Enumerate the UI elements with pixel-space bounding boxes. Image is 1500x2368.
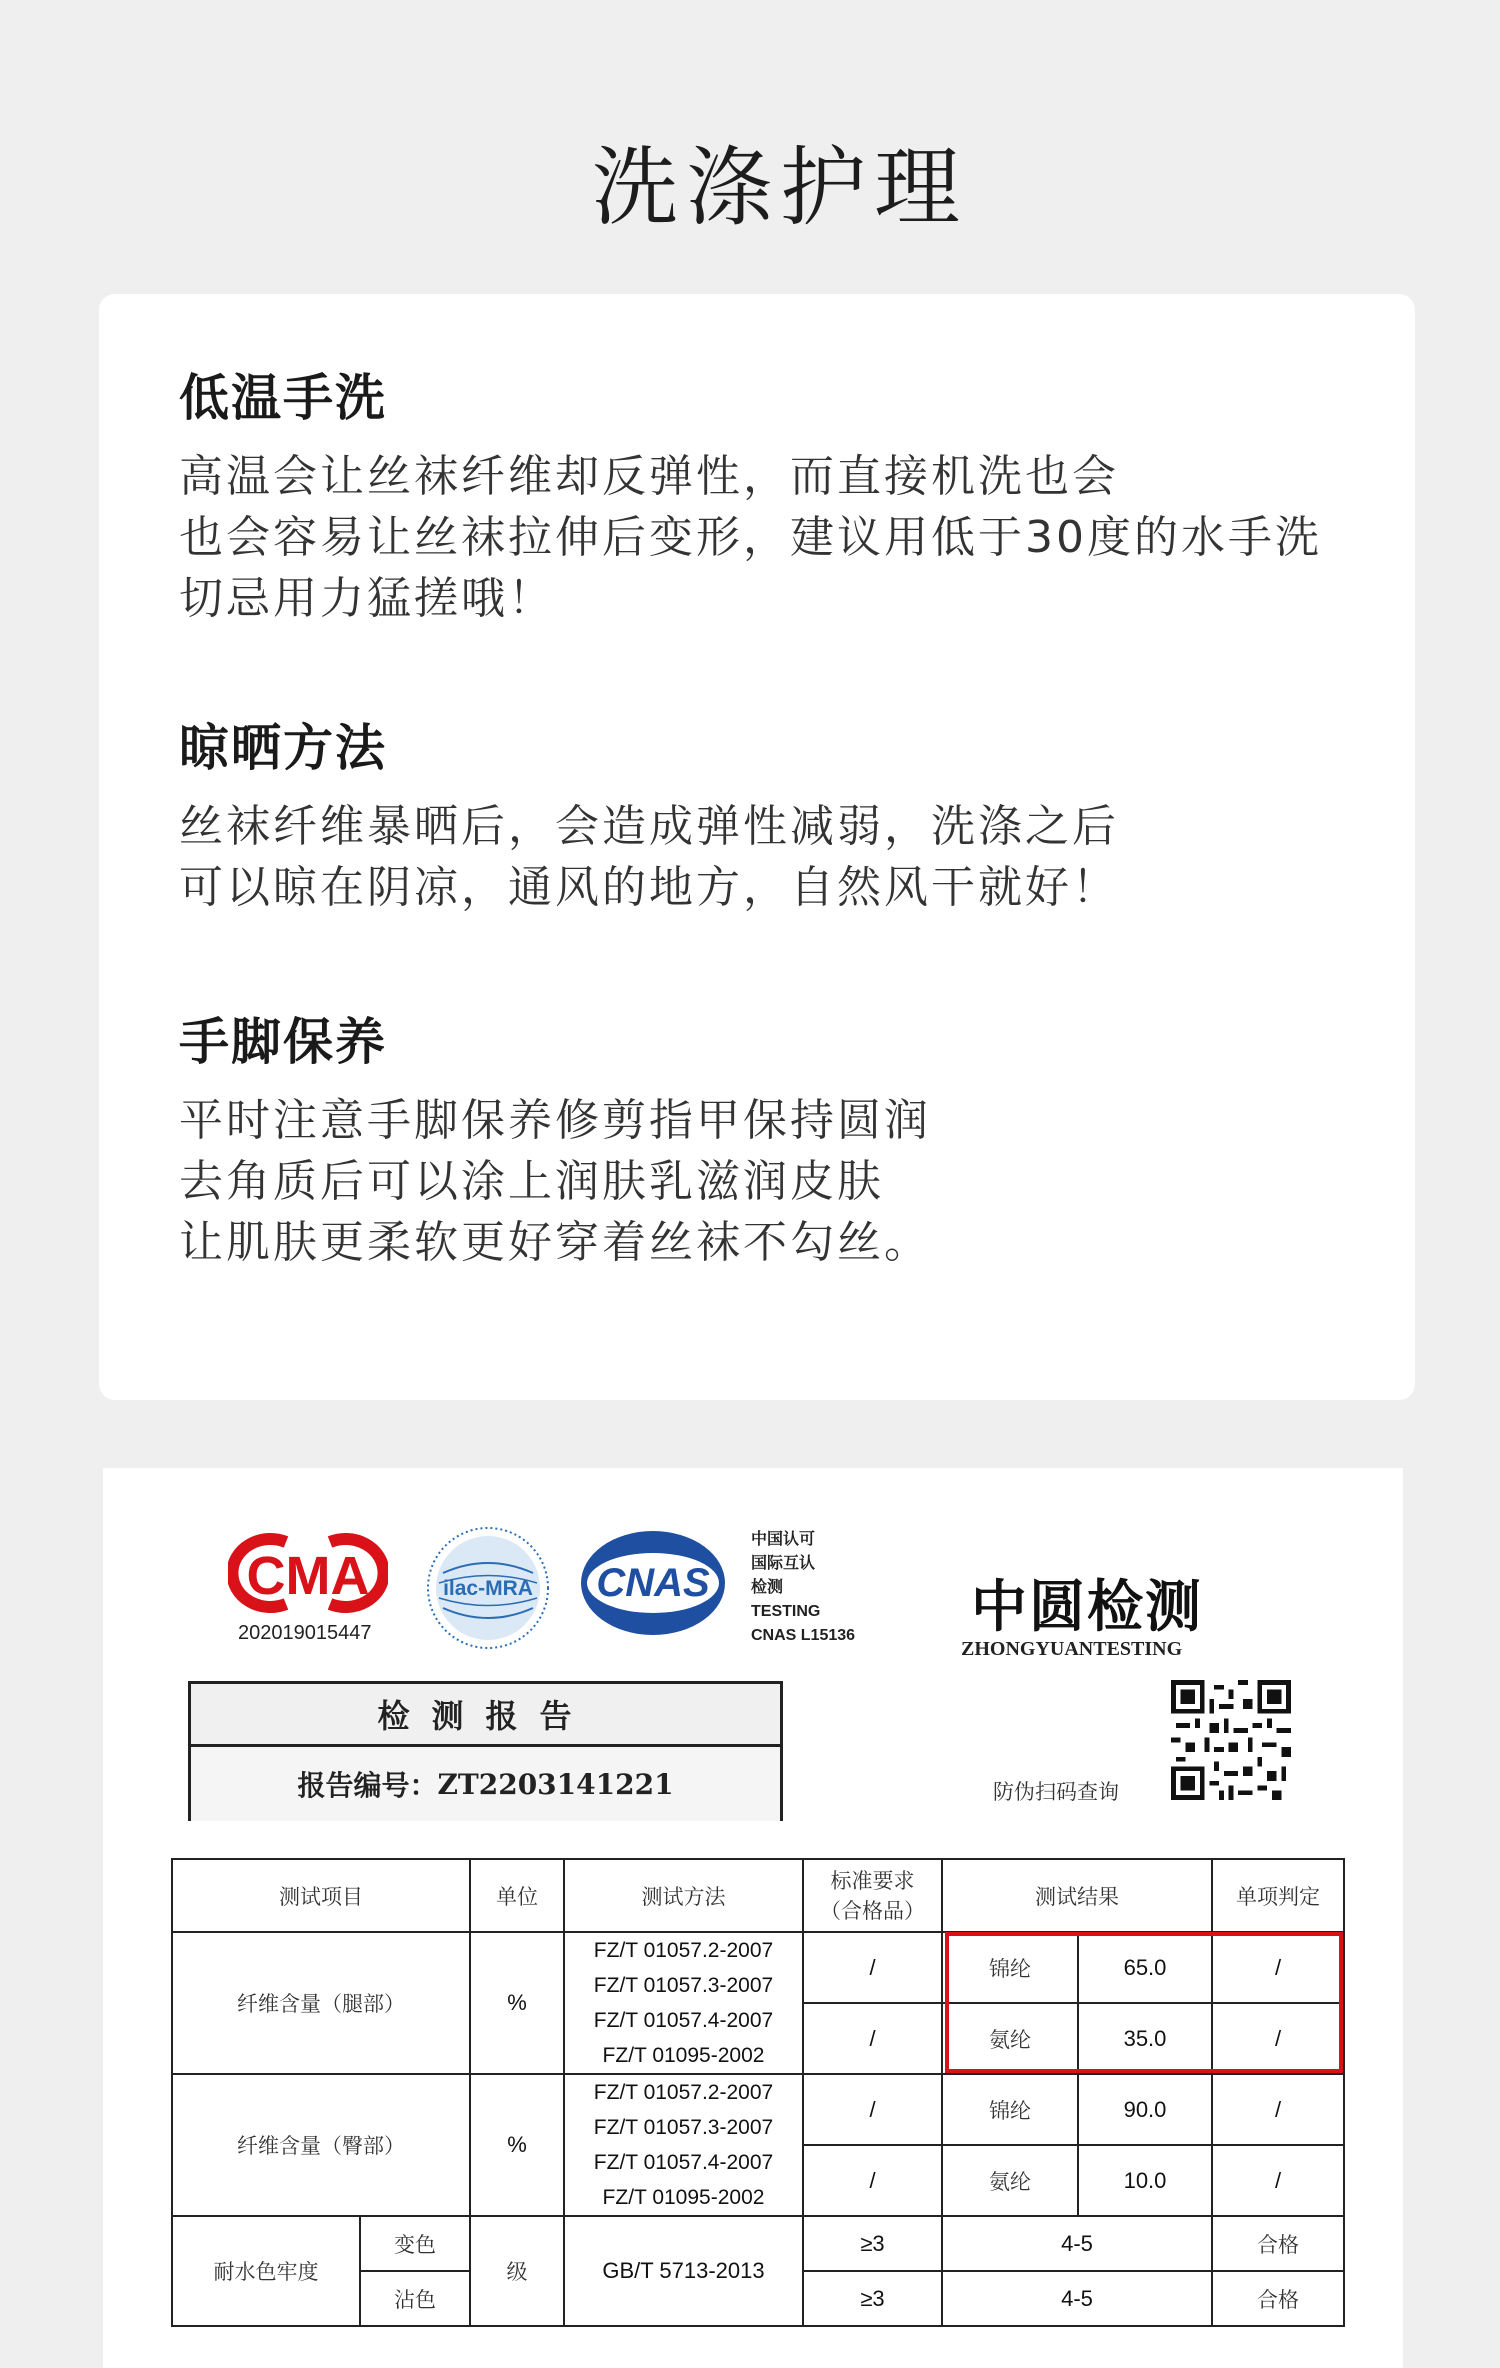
method-line: FZ/T 01057.2-2007 — [593, 2081, 774, 2104]
test-results-table — [171, 1858, 1345, 2327]
value-cell: 65.0 — [1078, 1932, 1212, 2003]
method-cell — [564, 1932, 803, 2074]
fiber-cell: 锦纶 — [942, 2074, 1078, 2145]
method-line: FZ/T 01057.2-2007 — [593, 1939, 774, 1962]
requirement-cell: / — [803, 2003, 942, 2074]
ilac-mark: ilac-MRA — [443, 1577, 533, 1600]
fiber-cell: 氨纶 — [942, 2003, 1078, 2074]
unit-cell: % — [470, 1932, 564, 2074]
section-line: 可以晾在阴凉，通风的地方，自然风干就好！ — [179, 862, 1119, 913]
qr-code-icon[interactable] — [1171, 1680, 1291, 1800]
cnas-accreditation-text — [751, 1528, 855, 1648]
section-line: 也会容易让丝袜拉伸后变形，建议用低于30度的水手洗 — [179, 512, 1322, 563]
report-number-label: 报告编号： — [297, 1769, 438, 1802]
method-cell — [564, 2074, 803, 2216]
report-number: ZT2203141221 — [437, 1767, 674, 1801]
verdict-cell: / — [1212, 2003, 1344, 2074]
section-line: 平时注意手脚保养修剪指甲保持圆润 — [179, 1095, 931, 1146]
cnas-text-line: 检测 — [751, 1579, 784, 1596]
section-line: 切忌用力猛搓哦！ — [179, 573, 555, 624]
method-line: FZ/T 01057.3-2007 — [593, 2116, 774, 2139]
header-verdict: 单项判定 — [1212, 1859, 1344, 1932]
header-requirement: 标准要求 （合格品） — [803, 1859, 942, 1932]
value-cell: 35.0 — [1078, 2003, 1212, 2074]
table-row — [172, 1932, 1344, 2003]
header-method: 测试方法 — [564, 1859, 803, 1932]
cnas-text-line: TESTING — [751, 1603, 821, 1620]
lab-name: 中圆检测 — [971, 1574, 1203, 1640]
header-test-item: 测试项目 — [172, 1859, 470, 1932]
method-line: FZ/T 01057.4-2007 — [593, 2009, 774, 2032]
unit-cell: % — [470, 2074, 564, 2216]
section-title: 低温手洗 — [179, 369, 387, 427]
cma-logo-icon — [228, 1528, 388, 1618]
test-item: 纤维含量（臀部） — [172, 2074, 470, 2216]
table-header-row — [172, 1859, 1344, 1932]
section-line: 让肌肤更柔软更好穿着丝袜不勾丝。 — [179, 1217, 931, 1268]
section-title: 手脚保养 — [179, 1013, 387, 1071]
verdict-cell: 合格 — [1212, 2216, 1344, 2271]
cma-mark: CMA — [246, 1546, 370, 1606]
header-result: 测试结果 — [942, 1859, 1212, 1932]
verdict-cell: 合格 — [1212, 2271, 1344, 2326]
verdict-cell: / — [1212, 1932, 1344, 2003]
cnas-text-line: 中国认可 — [751, 1531, 816, 1548]
method-line: FZ/T 01095-2002 — [602, 2044, 765, 2067]
cnas-logo-icon — [578, 1528, 728, 1638]
test-report-card — [103, 1468, 1403, 2368]
test-item: 纤维含量（腿部） — [172, 1932, 470, 2074]
value-cell: 4-5 — [942, 2271, 1212, 2326]
section-line: 丝袜纤维暴晒后，会造成弹性减弱，洗涤之后 — [179, 801, 1119, 852]
unit-cell: 级 — [470, 2216, 564, 2326]
care-section-hand-foot-care — [179, 1002, 931, 1273]
sub-item-cell: 变色 — [360, 2216, 470, 2271]
care-section-low-temp-wash — [179, 358, 1322, 629]
value-cell: 90.0 — [1078, 2074, 1212, 2145]
page-title: 洗涤护理 — [592, 138, 968, 238]
cma-code: 202019015447 — [238, 1622, 372, 1644]
section-line: 去角质后可以涂上润肤乳滋润皮肤 — [179, 1156, 884, 1207]
sub-item-cell: 沾色 — [360, 2271, 470, 2326]
value-cell: 4-5 — [942, 2216, 1212, 2271]
verdict-cell: / — [1212, 2145, 1344, 2216]
method-line: FZ/T 01095-2002 — [602, 2186, 765, 2209]
report-title: 检测报告 — [191, 1684, 780, 1747]
section-line: 高温会让丝袜纤维却反弹性，而直接机洗也会 — [179, 451, 1119, 502]
cnas-text-line: 国际互认 — [751, 1555, 816, 1572]
test-item: 耐水色牢度 — [172, 2216, 360, 2326]
method-line: FZ/T 01057.4-2007 — [593, 2151, 774, 2174]
cnas-mark: CNAS — [596, 1561, 710, 1605]
table-row — [172, 2074, 1344, 2145]
report-number-row — [191, 1747, 780, 1821]
fiber-cell: 氨纶 — [942, 2145, 1078, 2216]
cma-certification — [228, 1528, 388, 1644]
care-section-drying — [179, 708, 1119, 918]
table-row — [172, 2216, 1344, 2271]
requirement-cell: ≥3 — [803, 2271, 942, 2326]
qr-label: 防伪扫码查询 — [993, 1780, 1119, 1804]
requirement-cell: / — [803, 1932, 942, 2003]
fiber-cell: 锦纶 — [942, 1932, 1078, 2003]
verdict-cell: / — [1212, 2074, 1344, 2145]
requirement-cell: / — [803, 2145, 942, 2216]
requirement-cell: / — [803, 2074, 942, 2145]
cnas-text-line: CNAS L15136 — [751, 1627, 856, 1644]
ilac-mra-logo-icon — [423, 1523, 553, 1653]
method-cell: GB/T 5713-2013 — [564, 2216, 803, 2326]
header-unit: 单位 — [470, 1859, 564, 1932]
requirement-cell: ≥3 — [803, 2216, 942, 2271]
method-line: FZ/T 01057.3-2007 — [593, 1974, 774, 1997]
section-title: 晾晒方法 — [179, 719, 387, 777]
report-title-box — [188, 1681, 783, 1821]
value-cell: 10.0 — [1078, 2145, 1212, 2216]
lab-name-en: ZHONGYUANTESTING — [961, 1638, 1183, 1660]
care-instructions-card — [99, 294, 1415, 1400]
